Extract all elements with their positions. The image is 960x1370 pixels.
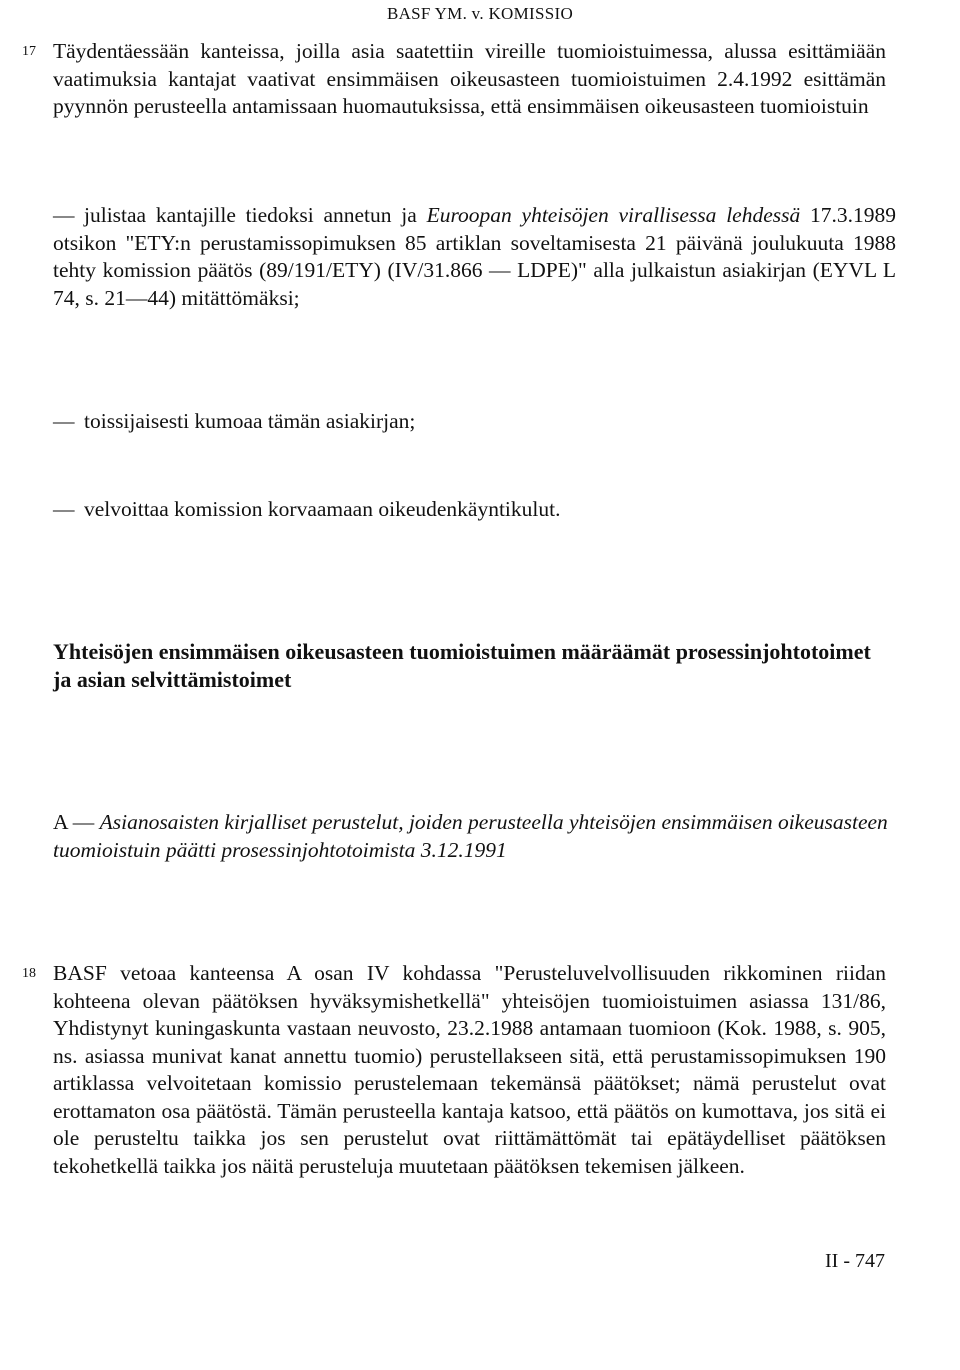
claim-item-annul — [53, 202, 896, 312]
claim-text — [53, 202, 896, 312]
claim-text-part: julistaa kantajille tiedoksi annetun ja — [84, 203, 427, 227]
dash-marker: — — [53, 203, 75, 227]
claim-item-alternative — [53, 408, 896, 436]
dash-marker: — — [53, 409, 75, 433]
subsection-prefix: A — — [53, 810, 100, 834]
page-number: II - 747 — [825, 1250, 885, 1272]
paragraph-number: 17 — [22, 44, 36, 59]
journal-title: Euroopan yhteisöjen virallisessa lehdessä — [426, 203, 801, 227]
running-header: BASF YM. v. KOMISSIO — [386, 4, 574, 23]
subsection-heading — [53, 808, 893, 864]
dash-marker: — — [53, 497, 75, 521]
subsection-title: Asianosaisten kirjalliset perustelut, joiden perusteella yhteisöjen ensimmäisen oikeusasteen tuomioistuin päätti prosessinjohtotoimista 3.12.1991 — [53, 810, 888, 862]
claim-text: toissijaisesti kumoaa tämän asiakirjan; — [84, 409, 416, 433]
paragraph-17: Täydentäessään kanteissa, joilla asia saatettiin vireille tuomioistuimessa, alussa esittämiään vaatimuksia kantajat vaativat ensimmäisen oikeusasteen tuomioistuimen 2.4.1992 esittämän pyynnön perusteella antamissaan huomautuksissa, että ensimmäisen oikeusasteen tuomioistuin — [53, 39, 886, 118]
paragraph-18: BASF vetoaa kanteensa A osan IV kohdassa "Perusteluvelvollisuuden rikkominen riidan kohteena olevan päätöksen hyväksymishetkellä" yhteisöjen tuomioistuimen asiassa 131/86, Yhdistynyt kuningaskunta vastaan neuvosto, 23.2.1988 antamaan tuomioon (Kok. 1988, s. 905, ns. asiassa munivat kanat annettu tuomio) perustellakseen sitä, että perustamissopimuksen 190 artiklassa velvoitetaan komissio perustelemaan tekemänsä päätökset; nämä perustelut ovat erottamaton osa päätöstä. Tämän perusteella kantaja katsoo, että päätös on kumottava, jos sitä ei ole perusteltu taikka jos sen perustelut ovat riittämättömät tai epätäydelliset päätöksen tekohetkellä taikka jos näitä perusteluja muutetaan päätöksen tekemisen jälkeen. — [53, 961, 886, 1178]
claim-item-costs — [53, 496, 896, 524]
claim-text: velvoittaa komission korvaamaan oikeudenkäyntikulut. — [84, 497, 561, 521]
section-heading: Yhteisöjen ensimmäisen oikeusasteen tuomioistuimen määräämät prosessinjohtotoimet ja asian selvittämistoimet — [53, 639, 871, 692]
claim-text-part: 17.3.1989 otsikon "ETY:n perustamissopimuksen 85 artiklan soveltamisesta 21 päivänä joulukuuta 1988 tehty komission päätös (89/191/ETY) (IV/31.866 — LDPE)" alla julkaistun asiakirjan (EYVL L 74, s. 21—44) mitättömäksi; — [53, 203, 896, 310]
paragraph-number: 18 — [22, 966, 36, 981]
